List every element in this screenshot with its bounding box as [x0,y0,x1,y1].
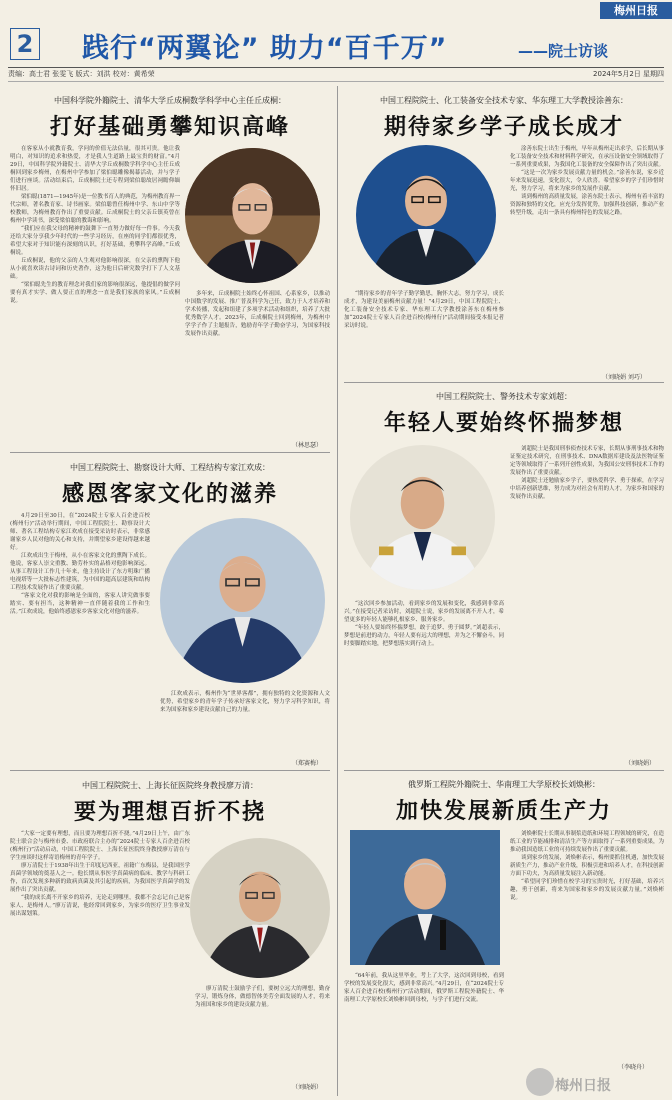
article-body [344,600,504,765]
article-paragraph: “期待家乡的青年学子勤学勤思，胸怀大志，努力学习，成长成才，为建设美丽梅州贡献力量！”4月29日，中国工程院院士、化工装备安全技术专家、华东理工大学教授涂善东在梅州参加“2024院士专家人百企进百校(梅州行)”活动期间接受本报记者采访时说。 [344,291,504,329]
masthead-logo: 梅州日报 [600,2,672,19]
watermark-icon [526,1068,554,1096]
article-paragraph: 梁伯聪(1871—1945年)是一位教书育人的典范，为梅州教育界一代宗师，著名教育家、诗书画家。梁伯聪曾任梅州中学、东山中学等校教师，为梅州教育作出了重要贡献。丘成桐院士的父亲丘镇英曾在梅州中学读书，深受梁伯聪的教诲和影响。 [10,194,180,224]
article-paragraph: 刘焕彬院士长期从事制浆造纸和环境工程领域的研究，在造纸工业的节能减排和清洁生产等方面取得了一系列重要成果，为推动我国造纸工业的可持续发展作出了重要贡献。 [510,831,664,853]
article-paragraph: 刘超院士是我国刑事侦查技术专家，长期从事刑事技术和物证鉴定技术研究，在刑事技术、DNA数据库建设及法医物证鉴定等领域取得了一系列开创性成果，为我国公安刑事技术工作的发展作出了重要贡献。 [510,446,664,476]
article-paragraph: “梁伯聪先生的教育理念对我们家的影响很深远，他提倡的做学问要有真才实学、做人要正直的理念一直是我们家族的家风。”丘成桐说。 [10,282,180,304]
article-body [10,830,190,1094]
portrait-photo [350,445,495,590]
portrait-photo [350,830,500,965]
article-paragraph: 谈到梅州的高质量发展，涂善东院士表示，梅州有着丰富的资源和独特的文化，应充分发挥优势，加强科技创新，推动产业转型升级，走出一条具有梅州特色的发展之路。 [510,194,664,216]
article-paragraph: 涂善东院士出生于梅州，早年从梅州走出求学，后长期从事化工装备安全技术和材料科学研究，在承压设备安全领域取得了一系列重要成果，为我国化工装备的安全保障作出了突出贡献。 [510,146,664,168]
article-byline: （林思瑟） [292,442,323,449]
article-paragraph: 廖万清院士鼓励学子们，要树立远大的理想，勤奋学习，锻炼身体，做德智体美劳全面发展的人才，将来为祖国和家乡的建设贡献力量。 [195,986,330,1008]
article-headline: 期待家乡学子成长成才 [383,114,624,140]
article-kicker: 中国工程院院士、勘察设计大师、工程结构专家江欢成： [70,463,270,472]
editor-credits: 责编：高士君 张雯飞 版式：刘洪 校对：黄希荣 [8,70,155,78]
section-divider [344,382,664,383]
article-byline: （李晓舟） [618,1064,649,1071]
article-headline: 感恩客家文化的滋养 [61,481,278,507]
portrait-image [190,838,330,978]
article-headline: 加快发展新质生产力 [395,798,612,824]
portrait-photo [190,838,330,978]
meta-bar [8,67,664,82]
article-body [510,145,664,373]
article-paragraph: “我们应在我父母的精神的鼓舞下一直努力做好每一件事。今天我还给大家分享我少年时代的一些学习经历，在座的同学们都很优秀，希望大家对于知识能有深刻的认识，打好基础，勇攀科学高峰。”丘成桐说。 [10,226,180,256]
article-paragraph: “我的成长离不开家乡的培养，无论走到哪里，我都不会忘记自己是客家人、是梅州人。”廖万清说，他经常回到家乡，为家乡的医疗卫生事业发展出谋划策。 [10,895,190,917]
article-kicker: 中国工程院院士、上海长征医院终身教授廖万清： [82,781,258,790]
article-body [10,145,180,430]
section-divider [344,770,664,771]
article-byline: （郑赛梅） [292,760,323,767]
issue-date: 2024年5月2日 星期四 [593,70,664,78]
article-kicker: 中国科学院外籍院士、清华大学丘成桐数学科学中心主任丘成桐： [54,96,286,105]
article-paragraph: “这是一次为家乡发展贡献力量的机会。”涂善东说，家乡近年来发展迅速，变化很大，令人欣喜。希望家乡的学子们珍惜时光，努力学习，将来为家乡的发展作贡献。 [510,170,664,192]
section-divider [10,770,330,771]
article-body [344,972,504,1092]
article-paragraph: 江欢成表示，梅州作为“世界客都”，拥有独特的文化资源和人文优势，希望家乡的青年学子传承好客家文化，努力学习科学知识，将来为国家和家乡建设贡献自己的力量。 [160,691,330,713]
article-paragraph: 廖万清院士于1938年出生于印度尼西亚，祖籍广东梅县，是我国医学真菌学领域的奠基人之一。他长期从事医学真菌病的临床、教学与科研工作，首次发现多种新的致病真菌及其引起的疾病，为我国医学真菌学的发展作出了突出贡献。 [10,863,190,893]
article-kicker: 俄罗斯工程院外籍院士、华南理工大学原校长刘焕彬： [408,780,600,789]
article-paragraph: “希望同学们珍惜在校学习的宝贵时光，打好基础，培养兴趣，勇于创新，将来为国家和家乡的发展贡献力量。”刘焕彬说。 [510,879,664,901]
article-paragraph: “年轻人要始终怀揣梦想，敢于追梦、勇于圆梦。”刘超表示，梦想是前进的动力，年轻人要有远大的理想，并为之不懈奋斗，同时要脚踏实地，把梦想落实到行动上。 [344,625,504,647]
page-subtitle: ——院士访谈 [518,42,609,60]
article-body [344,290,504,375]
column-divider [337,86,338,1096]
page-title: 践行“两翼论” 助力“百千万” [82,33,448,64]
article-headline: 要为理想百折不挠 [73,799,266,825]
article-byline: （刘晓娟） [292,1084,323,1091]
portrait-image [350,445,495,590]
article-byline: （刘晓娟） [625,760,656,767]
portrait-photo [356,145,496,285]
article-body [10,512,150,752]
article-paragraph: 4月29日至30日，在“2024院士专家人百企进百校(梅州行)”活动举行期间，中国工程院院士、勘察设计大师、著名工程结构专家江欢成在接受采访时表示，非常感谢家乡人民对他的关心和支持，并期望家乡建设得越来越好。 [10,513,150,551]
article-kicker: 中国工程院院士、化工装备安全技术专家、华东理工大学教授涂善东： [380,96,628,105]
article-body [185,290,330,440]
article-kicker: 中国工程院院士、警务技术专家刘超： [436,392,572,401]
article-byline: （刘晓娟 刘巧） [602,374,646,381]
article-paragraph: “这次回乡参加活动，看到家乡的发展和变化，我感到非常高兴。”在接受记者采访时，刘超院士说，家乡的发展离不开人才，希望更多的年轻人能够扎根家乡、服务家乡。 [344,601,504,623]
section-divider [10,452,330,453]
article-paragraph: 多年来，丘成桐院士始终心怀祖国、心系家乡，以推动中国数学的发展、推广普及科学为己任，致力于人才培养和学术传播，发起和组建了多项学术活动和组织，培养了大批优秀数学人才。2023年，丘成桐院士回到梅州，为梅州中学学子作了主题报告，勉励青年学子勤奋学习，为国家科技发展作出贡献。 [185,291,330,337]
portrait-image [160,518,325,683]
article-paragraph: 谈到家乡的发展，刘焕彬表示，梅州要抓住机遇，加快发展新质生产力，推动产业升级，积极引进和培养人才，在科技创新方面下功夫，为高质量发展注入新动能。 [510,855,664,877]
article-headline: 年轻人要始终怀揣梦想 [383,410,624,436]
portrait-photo [160,518,325,683]
article-paragraph: 刘超院士还勉励家乡学子，要热爱科学、勇于探索，在学习中培养创新思维，努力成为对社会有用的人才，为家乡和国家的发展作出贡献。 [510,478,664,500]
portrait-image [356,145,496,285]
portrait-photo [185,148,320,283]
article-body [510,445,664,757]
article-body [510,830,664,1062]
article-body [195,985,330,1080]
article-paragraph: 在客家从小就教育我，学问的价值无法估量，很其可贵。他让我明白，对知识的追求和热爱，才是我人生道路上最宝贵的财富。”4月29日，中国科学院外籍院士、清华大学丘成桐数学科学中心主任丘成桐回到家乡梅州，在梅州中学参加了梁伯聪雕像揭幕活动，并与学子们进行座谈。活动结束后，丘成桐院士还专程到梁伯聪故居祠瞻仰缅怀旧居。 [10,146,180,192]
portrait-image [350,830,500,965]
article-body [160,690,330,760]
article-paragraph: “64年前，我从这里毕业，考上了大学，这次回到母校，看到学校的发展变化很大，感到非常高兴。”4月29日，在“2024院士专家人百企进百校(梅州行)”活动期间，俄罗斯工程院外籍院士、华南理工大学原校长刘焕彬回到母校，与学子们进行交流。 [344,973,504,1003]
portrait-image [185,148,320,283]
article-paragraph: 江欢成出生于梅州，从小在客家文化的熏陶下成长。他说，客家人崇文重教、勤劳朴实的品格对他影响深远。从事工程设计工作几十年来，他主持设计了东方明珠广播电视塔等一大批标志性建筑，为中国的超高层建筑和结构工程技术发展作出了重要贡献。 [10,553,150,591]
watermark: 梅州日报 [555,1078,611,1094]
page-number: 2 [10,28,40,60]
article-headline: 打好基础勇攀知识高峰 [49,114,290,140]
article-paragraph: “大家一定要有理想，而且要为理想百折不挠。”4月29日上午，由广东院士联合会与梅州市委、市政府联合主办的“2024院士专家人百企进百校(梅州行)”活动启动，中国工程院院士、上海长征医院终身教授廖万清在与学生座谈时这样寄语梅州的青年学子。 [10,831,190,861]
page-header [0,0,672,66]
article-paragraph: 丘成桐说，他的父亲的人生观对他影响很深，在父亲的熏陶下他从小就喜欢读古诗词和历史著作，这为他日后研究数学打下了人文基础。 [10,258,180,280]
article-paragraph: “客家文化对我的影响是全面的，客家人讲究做事要踏实、要有担当，这种精神一直伴随着我的工作和生活。”江欢成说，他始终感恩家乡客家文化对他的滋养。 [10,593,150,615]
